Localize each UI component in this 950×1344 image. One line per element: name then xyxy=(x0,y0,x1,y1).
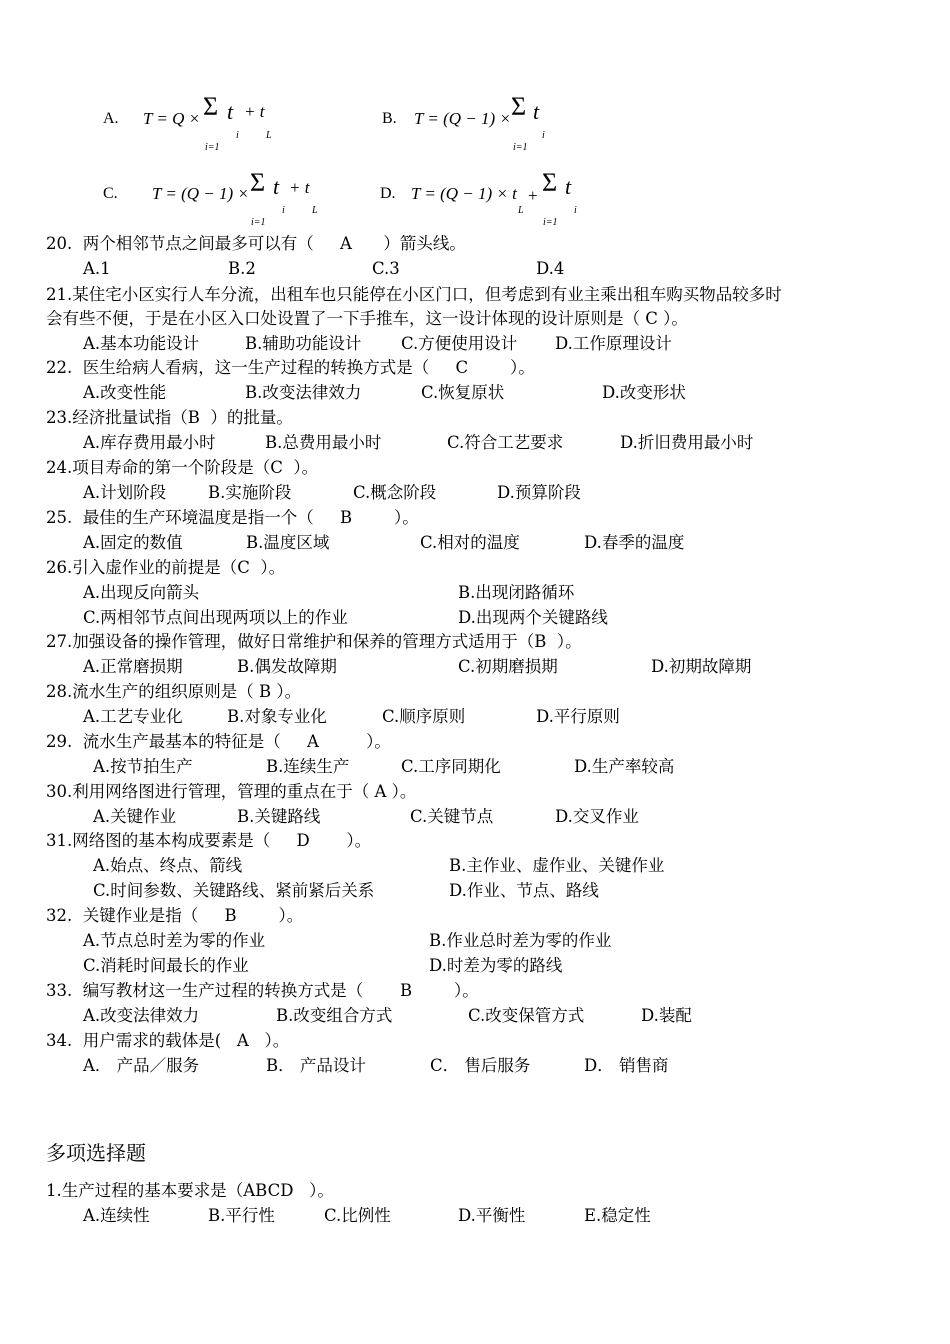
formula-prefix: T = Q × xyxy=(143,109,201,128)
sum-subscript: i=1 xyxy=(543,217,558,228)
option-b: B.辅助功能设计 xyxy=(245,334,362,353)
formula-mid: + xyxy=(528,186,538,205)
option-a: A.工艺专业化 xyxy=(83,707,183,726)
sum-subscript: i=1 xyxy=(251,217,266,228)
option-d: D.出现两个关键路线 xyxy=(458,608,608,627)
question-24: 24.项目寿命的第一个阶段是（C ）。 xyxy=(46,458,319,477)
option-b: B.平行性 xyxy=(208,1206,275,1225)
option-b: B.总费用最小时 xyxy=(265,433,382,452)
option-a: A.库存费用最小时 xyxy=(83,433,216,452)
option-c: C． 售后服务 xyxy=(430,1056,531,1075)
question-33: 33. 编写教材这一生产过程的转换方式是（ B ）。 xyxy=(46,981,479,1000)
option-d: D.生产率较高 xyxy=(574,757,675,776)
option-b: B.关键路线 xyxy=(237,807,321,826)
option-c: C.方便使用设计 xyxy=(401,334,518,353)
sigma-symbol: Σ xyxy=(511,92,527,121)
option-c: C.改变保管方式 xyxy=(468,1006,585,1025)
option-d: D.初期故障期 xyxy=(651,657,752,676)
option-b: B.改变组合方式 xyxy=(276,1006,393,1025)
option-d: D.春季的温度 xyxy=(584,533,685,552)
option-d: D.预算阶段 xyxy=(497,483,581,502)
option-a: A.计划阶段 xyxy=(83,483,167,502)
option-a: A.改变法律效力 xyxy=(83,1006,200,1025)
option-b: B.连续生产 xyxy=(266,757,350,776)
question-21-continued: 会有些不便，于是在小区入口处设置了一下手推车，这一设计体现的设计原则是（ C ）。 xyxy=(46,309,688,328)
option-c: C.时间参数、关键路线、紧前紧后关系 xyxy=(93,881,375,900)
option-b: B.作业总时差为零的作业 xyxy=(429,931,612,950)
option-c: C.工序同期化 xyxy=(401,757,501,776)
option-c: C.3 xyxy=(372,259,400,278)
option-a: A.基本功能设计 xyxy=(83,334,200,353)
formula-t: t xyxy=(565,174,572,199)
option-c: C.顺序原则 xyxy=(382,707,466,726)
option-d: D.作业、节点、路线 xyxy=(449,881,599,900)
sigma-symbol: Σ xyxy=(250,168,266,197)
option-d: D.平行原则 xyxy=(536,707,620,726)
prefix-subscript: L xyxy=(518,205,524,216)
tail-subscript: L xyxy=(312,205,318,216)
option-d: D.平衡性 xyxy=(458,1206,526,1225)
question-23: 23.经济批量试指（B ）的批量。 xyxy=(46,408,293,427)
option-label: D. xyxy=(380,185,396,202)
sigma-symbol: Σ xyxy=(542,168,558,197)
option-a: A.正常磨损期 xyxy=(83,657,183,676)
option-c: C.概念阶段 xyxy=(353,483,437,502)
option-b: B.出现闭路循环 xyxy=(458,583,575,602)
option-d: D.改变形状 xyxy=(602,383,686,402)
option-d: D.交叉作业 xyxy=(555,807,639,826)
option-c: C.初期磨损期 xyxy=(458,657,558,676)
question-26: 26.引入虚作业的前提是（C ）。 xyxy=(46,558,286,577)
option-label: B. xyxy=(382,110,397,127)
option-c: C.恢复原状 xyxy=(421,383,505,402)
option-b: B.偶发故障期 xyxy=(237,657,337,676)
section-title: 多项选择题 xyxy=(46,1141,146,1165)
multi-question-1: 1.生产过程的基本要求是（ABCD ）。 xyxy=(46,1181,334,1200)
option-a: A.固定的数值 xyxy=(83,533,183,552)
tail-subscript: L xyxy=(266,130,272,141)
formula-prefix: T = (Q − 1) × t xyxy=(411,184,517,203)
question-28: 28.流水生产的组织原则是（ B ）。 xyxy=(46,682,302,701)
t-subscript: i xyxy=(236,130,239,141)
option-a: A.1 xyxy=(83,259,111,278)
option-b: B.改变法律效力 xyxy=(245,383,362,402)
question-29: 29. 流水生产最基本的特征是（ A ）。 xyxy=(46,732,391,751)
option-b: B.对象专业化 xyxy=(227,707,327,726)
question-30: 30.利用网络图进行管理，管理的重点在于（ A ）。 xyxy=(46,782,417,801)
formula-tail: + t xyxy=(289,178,310,197)
question-31: 31.网络图的基本构成要素是（ D ）。 xyxy=(46,831,372,850)
question-34: 34. 用户需求的载体是( A ）。 xyxy=(46,1031,290,1050)
option-a: A.始点、终点、箭线 xyxy=(93,856,243,875)
option-b: B.实施阶段 xyxy=(208,483,292,502)
t-subscript: i xyxy=(282,205,285,216)
sum-subscript: i=1 xyxy=(205,142,220,153)
option-d: D． 销售商 xyxy=(584,1056,669,1075)
option-c: C.符合工艺要求 xyxy=(447,433,564,452)
option-a: A． 产品／服务 xyxy=(83,1056,200,1075)
question-21: 21.某住宅小区实行人车分流，出租车也只能停在小区门口，但考虑到有业主乘出租车购买物品较多时 xyxy=(46,285,782,304)
option-b: B． 产品设计 xyxy=(266,1056,366,1075)
option-a: A.连续性 xyxy=(83,1206,150,1225)
question-32: 32. 关键作业是指（ B ）。 xyxy=(46,906,304,925)
option-e: E.稳定性 xyxy=(584,1206,651,1225)
question-20: 20. 两个相邻节点之间最多可以有（ A ）箭头线。 xyxy=(46,234,466,253)
option-label: C. xyxy=(103,185,118,202)
formula-tail: + t xyxy=(244,102,265,121)
option-a: A.节点总时差为零的作业 xyxy=(83,931,266,950)
formula-t: t xyxy=(227,99,234,124)
question-25: 25. 最佳的生产环境温度是指一个（ B ）。 xyxy=(46,508,419,527)
option-d: D.装配 xyxy=(641,1006,692,1025)
option-a: A.改变性能 xyxy=(83,383,167,402)
option-a: A.按节拍生产 xyxy=(93,757,193,776)
sigma-symbol: Σ xyxy=(203,92,219,121)
option-label: A. xyxy=(103,110,119,127)
option-a: A.关键作业 xyxy=(93,807,177,826)
option-a: A.出现反向箭头 xyxy=(83,583,200,602)
option-c: C.消耗时间最长的作业 xyxy=(83,956,249,975)
option-b: B.2 xyxy=(228,259,256,278)
option-c: C.比例性 xyxy=(324,1206,391,1225)
option-b: B.温度区域 xyxy=(246,533,330,552)
question-22: 22. 医生给病人看病，这一生产过程的转换方式是（ C ）。 xyxy=(46,358,535,377)
sum-subscript: i=1 xyxy=(513,142,528,153)
option-d: D.4 xyxy=(536,259,565,278)
option-d: D.时差为零的路线 xyxy=(429,956,563,975)
t-subscript: i xyxy=(574,205,577,216)
t-subscript: i xyxy=(542,130,545,141)
option-c: C.关键节点 xyxy=(410,807,494,826)
option-d: D.工作原理设计 xyxy=(555,334,672,353)
formula-prefix: T = (Q − 1) × xyxy=(152,184,249,203)
formula-t: t xyxy=(533,99,540,124)
option-c: C.两相邻节点间出现两项以上的作业 xyxy=(83,608,348,627)
formula-t: t xyxy=(273,174,280,199)
question-27: 27.加强设备的操作管理，做好日常维护和保养的管理方式适用于（B ）。 xyxy=(46,632,582,651)
formula-prefix: T = (Q − 1) × xyxy=(414,109,511,128)
option-d: D.折旧费用最小时 xyxy=(620,433,754,452)
option-c: C.相对的温度 xyxy=(420,533,520,552)
option-b: B.主作业、虚作业、关键作业 xyxy=(449,856,665,875)
